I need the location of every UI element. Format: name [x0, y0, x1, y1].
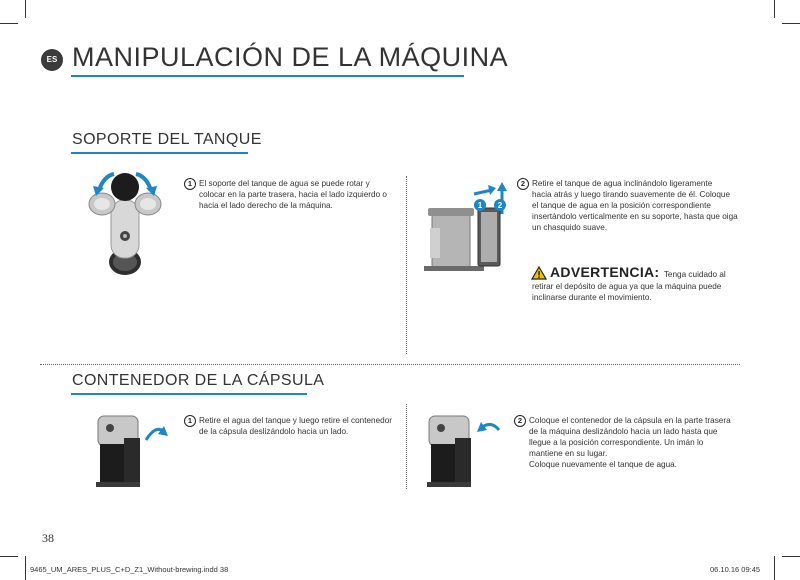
crop-mark	[782, 23, 800, 24]
step-text-capsule-1: Retire el agua del tanque y luego retire el contenedor de la cápsula deslizándolo hacia un lado.	[199, 416, 392, 436]
section-heading-capsule: CONTENEDOR DE LA CÁPSULA	[72, 372, 325, 389]
language-badge: ES	[41, 49, 63, 71]
section-underline	[71, 393, 307, 395]
crop-mark	[774, 556, 775, 580]
step-number-2: 2	[514, 415, 526, 427]
crop-mark	[782, 556, 800, 557]
crop-mark	[774, 0, 775, 18]
footer-file-name: 9465_UM_ARES_PLUS_C+D_Z1_Without-brewing.indd 38	[30, 565, 229, 574]
section-heading-tank: SOPORTE DEL TANQUE	[72, 131, 262, 148]
vertical-divider	[406, 404, 407, 489]
capsule-container-removal-illustration	[94, 408, 174, 490]
step-number-2: 2	[517, 178, 529, 190]
step-text-capsule-2: Coloque el contenedor de la cápsula en la parte trasera de la máquina deslizándolo hacia un lado hasta que llegue a la posición correspondiente. Un imán lo mantiene en su lugar. Coloque nuevamente el tanque de agua.	[529, 416, 731, 469]
tank-removal-illustration	[414, 178, 514, 276]
step-text-tank-1: El soporte del tanque de agua se puede rotar y colocar en la parte trasera, hacia el lado izquierdo o hacia el lado derecho de la máquina.	[199, 179, 387, 210]
crop-mark	[0, 23, 18, 24]
step-number-1: 1	[184, 178, 196, 190]
crop-mark	[25, 556, 26, 580]
horizontal-divider	[40, 364, 740, 365]
warning-icon	[531, 266, 547, 280]
title-underline	[71, 75, 464, 77]
page-title: MANIPULACIÓN DE LA MÁQUINA	[72, 42, 509, 72]
crop-mark	[0, 556, 18, 557]
arrow-label-1: 1	[477, 201, 483, 210]
step-text-tank-2: Retire el tanque de agua inclinándolo ligeramente hacia atrás y luego tirando suavemente de él. Coloque el tanque de agua en la posición correspondiente insertándolo verticalmente en su soporte, hasta que oiga un chasquido suave.	[532, 179, 738, 232]
vertical-divider	[406, 176, 407, 354]
arrow-label-2: 2	[497, 201, 503, 210]
warning-text: retirar el depósito de agua ya que la máquina puede inclinarse durante el movimiento.	[532, 282, 722, 302]
step-number-1: 1	[184, 415, 196, 427]
section-underline	[71, 152, 248, 154]
warning-first-line: Tenga cuidado al	[663, 270, 726, 279]
capsule-container-placement-illustration	[425, 408, 505, 490]
tank-support-rotation-illustration	[80, 166, 170, 278]
page-number: 38	[42, 531, 54, 545]
crop-mark	[25, 0, 26, 18]
warning-label: ADVERTENCIA:	[550, 264, 660, 280]
footer-date: 06.10.16 09:45	[710, 565, 761, 574]
warning-heading-line	[550, 264, 726, 282]
